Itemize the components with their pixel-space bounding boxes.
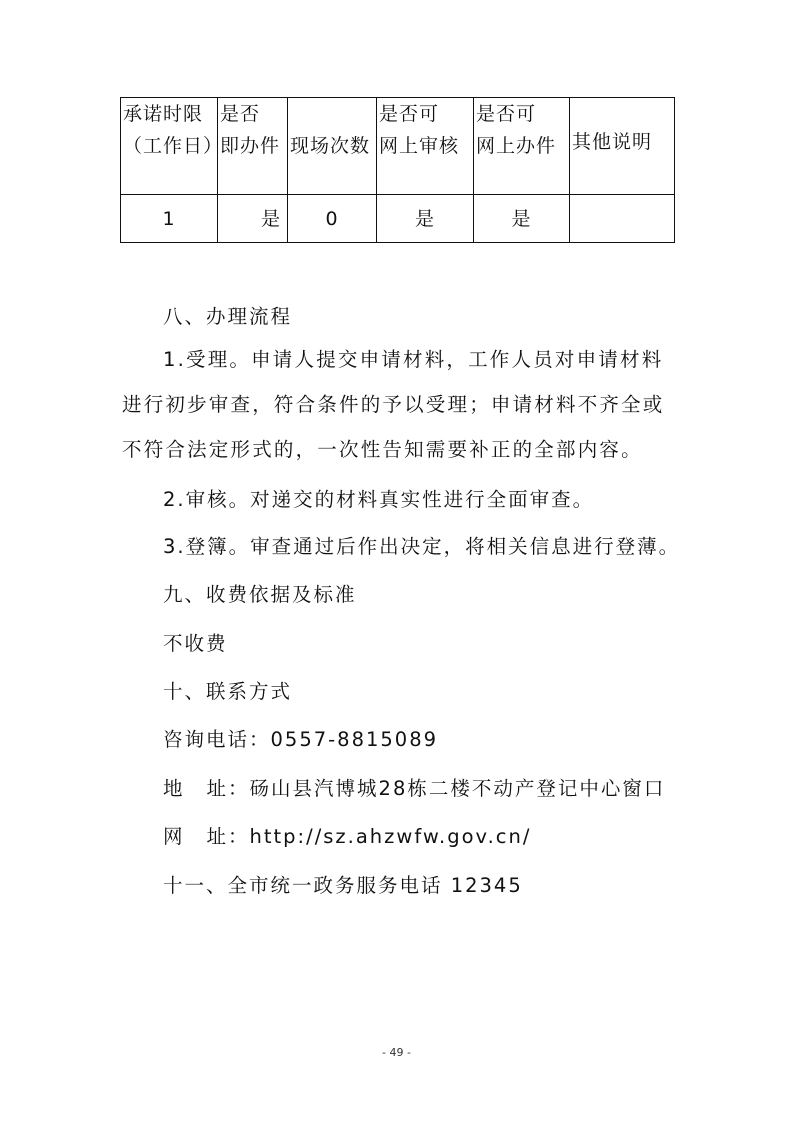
cell-visits: 0 bbox=[288, 195, 377, 243]
phone-label: 咨询电话： bbox=[163, 728, 271, 751]
cell-online-handle: 是 bbox=[474, 195, 570, 243]
address-line bbox=[163, 773, 683, 801]
table-header-row bbox=[121, 98, 675, 195]
address-value: 砀山县汽博城28栋二楼不动产登记中心窗口 bbox=[249, 777, 666, 800]
phone-value: 0557-8815089 bbox=[270, 728, 439, 751]
step-2-paragraph: 2.审核。对递交的材料真实性进行全面审查。 bbox=[163, 488, 595, 511]
web-label-b: 址： bbox=[206, 825, 250, 848]
table-row bbox=[121, 195, 675, 243]
section-9-title: 九、收费依据及标准 bbox=[163, 583, 357, 606]
web-label-a: 网 bbox=[163, 825, 185, 848]
step-1-paragraph: 1.受理。申请人提交申请材料，工作人员对申请材料进行初步审查，符合条件的予以受理；申请材料不齐全或不符合法定形式的，一次性告知需要补正的全部内容。 bbox=[122, 348, 665, 461]
phone-line bbox=[163, 724, 683, 752]
header-cell-online-review: 是否可 网上审核 bbox=[377, 98, 474, 195]
header-cell-notes: 其他说明 bbox=[570, 98, 675, 195]
cell-online-review: 是 bbox=[377, 195, 474, 243]
header-cell-time-limit: 承诺时限 （工作日） bbox=[121, 98, 218, 195]
step-3-paragraph: 3.登簿。审查通过后作出决定，将相关信息进行登薄。 bbox=[163, 535, 681, 558]
website-link[interactable]: http://sz.ahzwfw.gov.cn/ bbox=[249, 825, 532, 848]
section-11-title: 十一、全市统一政务服务电话 12345 bbox=[163, 874, 523, 897]
header-cell-visits: 现场次数 bbox=[288, 98, 377, 195]
header-cell-instant: 是否 即办件 bbox=[218, 98, 288, 195]
address-label-a: 地 bbox=[163, 777, 185, 800]
cell-instant: 是 bbox=[218, 195, 288, 243]
cell-notes bbox=[570, 195, 675, 243]
address-label-b: 址： bbox=[206, 777, 250, 800]
page-number: - 49 - bbox=[382, 1046, 411, 1059]
fee-text: 不收费 bbox=[163, 632, 228, 655]
cell-time-limit: 1 bbox=[121, 195, 218, 243]
website-line bbox=[163, 821, 683, 849]
section-8-title: 八、办理流程 bbox=[163, 305, 293, 328]
header-cell-online-handle: 是否可 网上办件 bbox=[474, 98, 570, 195]
service-info-table bbox=[120, 97, 675, 243]
section-10-title: 十、联系方式 bbox=[163, 680, 293, 703]
